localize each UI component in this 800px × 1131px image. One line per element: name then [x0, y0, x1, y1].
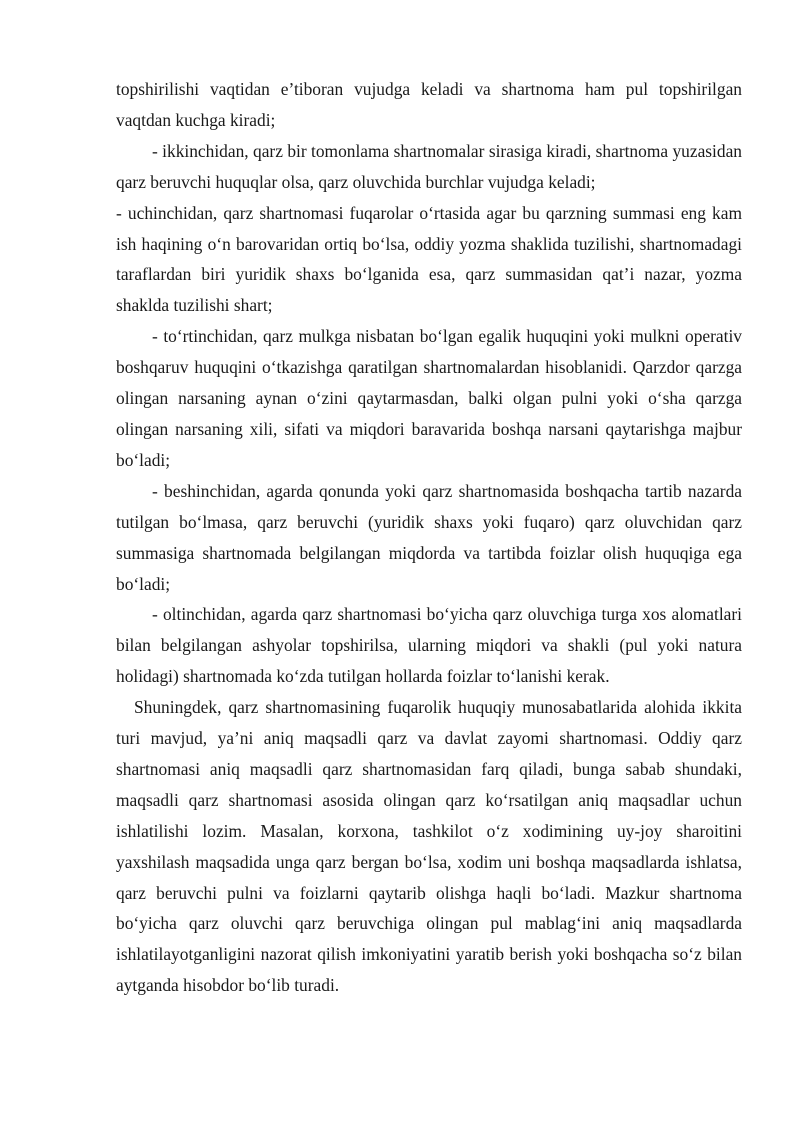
paragraph-item-2: - ikkinchidan, qarz bir tomonlama shartnomalar sirasiga kiradi, shartnoma yuzasidan qarz beruvchi huquqlar olsa, qarz oluvchida burchlar vujudga keladi; [116, 140, 742, 192]
paragraph-item-4: - to‘rtinchidan, qarz mulkga nisbatan bo‘lgan egalik huquqini yoki mulkni operativ boshqaruv huquqini o‘tkazishga qaratilgan shartnomalardan hisoblanidi. Qarzdor qarzga olingan narsaning aynan o‘zini qaytarmasdan, balki olgan pulni yoki o‘sha qarzga olingan narsaning xili, sifati va miqdori baravarida boshqa narsani qaytarishga majbur bo‘ladi; [116, 326, 742, 470]
document-page [116, 74, 742, 1001]
paragraph-continuation: topshirilishi vaqtidan e’tiboran vujudga keladi va shartnoma ham pul topshirilgan vaqtdan kuchga kiradi; [116, 79, 742, 130]
paragraph-item-6: - oltinchidan, agarda qarz shartnomasi bo‘yicha qarz oluvchiga turga xos alomatlari bilan belgilangan ashyolar topshirilsa, ularning miqdori va shakli (pul yoki natura holidagi) shartnomada ko‘zda tutilgan hollarda foizlar to‘lanishi kerak. [116, 604, 742, 687]
paragraph-item-5: - beshinchidan, agarda qonunda yoki qarz shartnomasida boshqacha tartib nazarda tutilgan bo‘lmasa, qarz beruvchi (yuridik shaxs yoki fuqaro) qarz oluvchidan qarz summasiga shartnomada belgilangan miqdorda va tartibda foizlar olish huquqiga ega bo‘ladi; [116, 480, 742, 594]
paragraph-summary: Shuningdek, qarz shartnomasining fuqarolik huquqiy munosabatlarida alohida ikkita turi mavjud, ya’ni aniq maqsadli qarz va davlat zayomi shartnomasi. Oddiy qarz shartnomasi aniq maqsadli qarz shartnomasidan farq qiladi, bunga sabab shundaki, maqsadli qarz shartnomasi asosida olingan qarz ko‘rsatilgan aniq maqsadlar uchun ishlatilishi lozim. Masalan, korxona, tashkilot o‘z xodimining uy-joy sharoitini yaxshilash maqsadida unga qarz bergan bo‘lsa, xodim uni boshqa maqsadlarda ishlatsa, qarz beruvchi pulni va foizlarni qaytarib olishga haqli bo‘ladi. Mazkur shartnoma bo‘yicha qarz oluvchi qarz beruvchiga olingan pul mablag‘ini aniq maqsadlarda ishlatilayotganligini nazorat qilish imkoniyatini yaratib berish yoki boshqacha so‘z bilan aytganda hisobdor bo‘lib turadi. [116, 697, 742, 996]
paragraph-item-3: - uchinchidan, qarz shartnomasi fuqarolar o‘rtasida agar bu qarzning summasi eng kam ish haqining o‘n barovaridan ortiq bo‘lsa, oddiy yozma shaklida tuzilishi, shartnomadagi taraflardan biri yuridik shaxs bo‘lganida esa, qarz summasidan qat’i nazar, yozma shaklda tuzilishi shart; [116, 202, 742, 316]
